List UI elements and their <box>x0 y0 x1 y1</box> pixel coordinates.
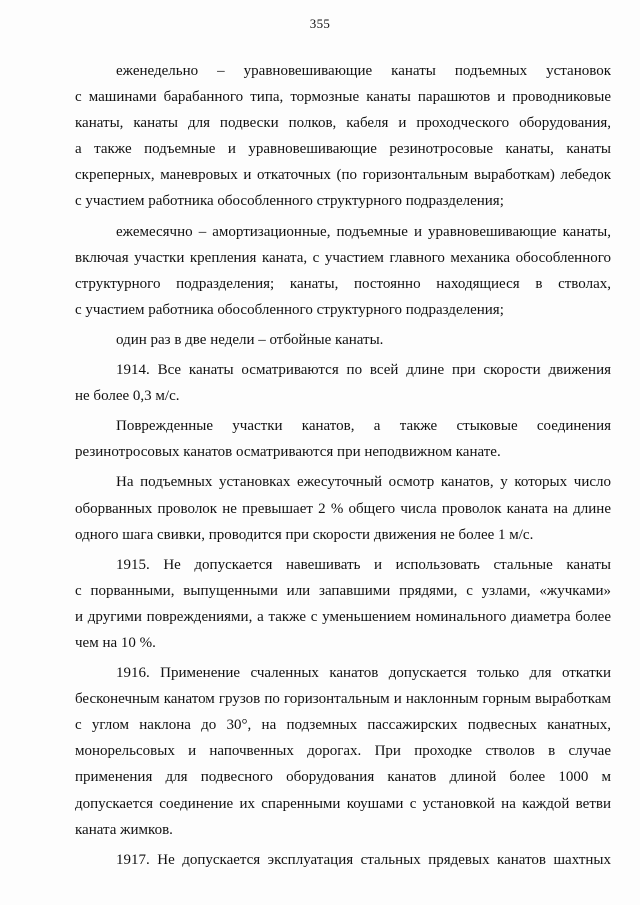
text-line: с машинами барабанного типа, тормозные канаты парашютов и проводниковые <box>75 89 611 106</box>
text-line: ежемесячно – амортизационные, подъемные и уравновешивающие канаты, <box>116 223 611 240</box>
text-line: один раз в две недели – отбойные канаты. <box>116 331 384 348</box>
text-line: а также подъемные и уравновешивающие резинотросовые канаты, канаты <box>75 141 611 158</box>
text-line: не более 0,3 м/с. <box>75 388 180 405</box>
text-line: скреперных, маневровых и откаточных (по горизонтальным выработкам) лебедок <box>75 167 611 184</box>
document-body <box>75 58 611 873</box>
text-line: На подъемных установках ежесуточный осмотр канатов, у которых число <box>116 474 611 491</box>
text-line: с порванными, выпущенными или запавшими прядями, с узлами, «жучками» <box>75 582 611 599</box>
text-line: бесконечным канатом грузов по горизонтальным и наклонным горным выработкам <box>75 691 611 708</box>
text-line: применения для подвесного оборудования канатов длиной более 1000 м <box>75 769 611 786</box>
text-line: с участием работника обособленного структурного подразделения; <box>75 301 504 318</box>
text-line: включая участки крепления каната, с участием главного механика обособленного <box>75 249 611 266</box>
text-line: монорельсовых и напочвенных дорогах. При проходке стволов в случае <box>75 743 611 760</box>
page-number: 355 <box>309 16 331 31</box>
text-line: резинотросовых канатов осматриваются при неподвижном канате. <box>75 444 501 461</box>
text-line: и другими повреждениями, а также с уменьшением номинального диаметра более <box>75 608 611 625</box>
text-line: канаты, канаты для подвески полков, кабеля и проходческого оборудования, <box>75 115 611 132</box>
text-line: Поврежденные участки канатов, а также стыковые соединения <box>116 418 611 435</box>
text-line: 1916. Применение счаленных канатов допускается только для откатки <box>116 665 611 682</box>
text-line: структурного подразделения; канаты, постоянно находящиеся в стволах, <box>75 275 611 292</box>
text-line: 1914. Все канаты осматриваются по всей длине при скорости движения <box>116 362 611 379</box>
text-line: чем на 10 %. <box>75 634 156 651</box>
text-line: с углом наклона до 30°, на подземных пассажирских подвесных канатных, <box>75 717 611 734</box>
text-line: допускается соединение их спаренными коушами с установкой на каждой ветви <box>75 795 611 812</box>
text-line: оборванных проволок не превышает 2 % общего числа проволок каната на длине <box>75 500 611 517</box>
text-line: 1915. Не допускается навешивать и использовать стальные канаты <box>116 556 611 573</box>
text-line: 1917. Не допускается эксплуатация стальных прядевых канатов шахтных <box>116 851 611 868</box>
text-line: одного шага свивки, проводится при скорости движения не более 1 м/с. <box>75 526 534 543</box>
text-line: каната жимков. <box>75 821 173 838</box>
text-line: с участием работника обособленного структурного подразделения; <box>75 193 504 210</box>
text-line: еженедельно – уравновешивающие канаты подъемных установок <box>116 63 611 79</box>
